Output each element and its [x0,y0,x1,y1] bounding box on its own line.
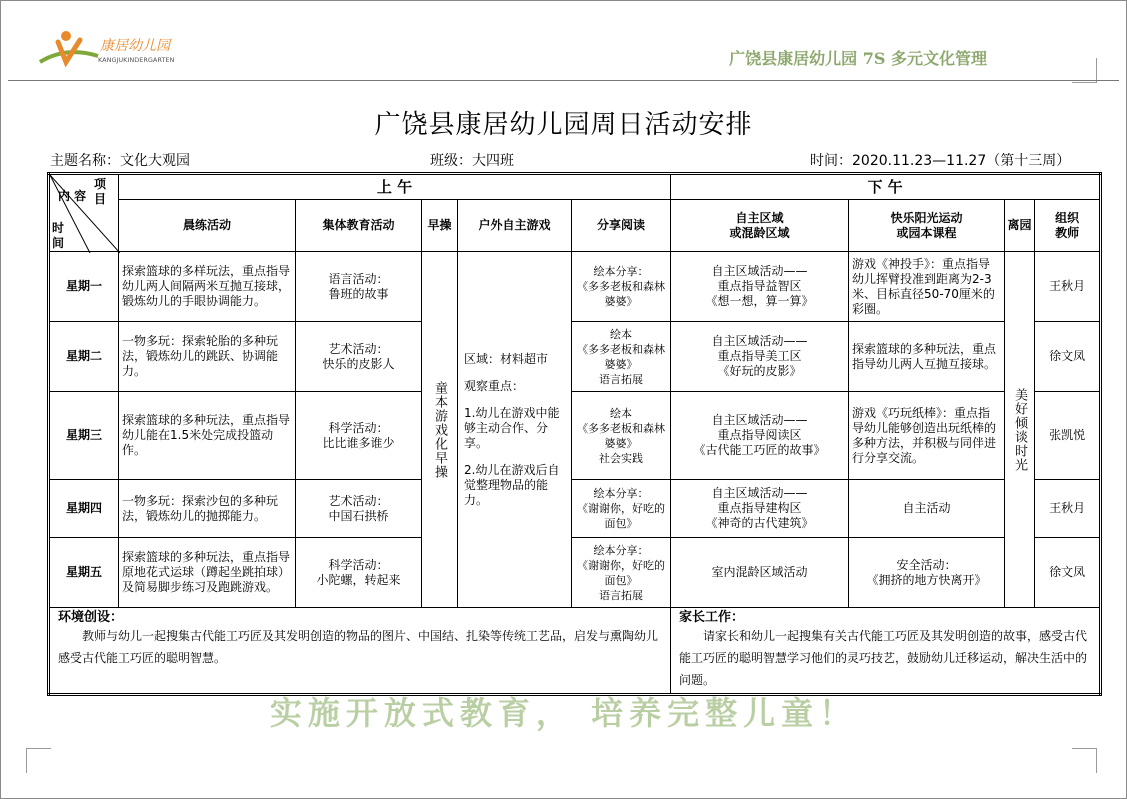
col-area-activity: 自主区域 或混龄区域 [671,200,849,252]
morning-exercise-cell: 一物多玩：探索轮胎的多种玩法，锻炼幼儿的跳跃、协调能力。 [119,322,296,392]
col-shared-reading: 分享阅读 [572,200,671,252]
morning-header: 上 午 [119,174,671,200]
corner-label-item: 项 目 [94,177,107,206]
col-teacher: 组织 教师 [1035,200,1101,252]
reading-cell: 绘本 《多多老板和森林婆婆》 社会实践 [572,392,671,480]
afternoon-header: 下 午 [671,174,1101,200]
area-activity-cell: 自主区域活动—— 重点指导益智区 《想一想，算一算》 [671,252,849,322]
area-activity-cell: 自主区域活动—— 重点指导阅读区 《古代能工巧匠的故事》 [671,392,849,480]
table-row [49,322,1101,392]
reading-cell: 绘本分享： 《谢谢你，好吃的面包》 [572,480,671,538]
corner-label-time: 时 间 [52,221,65,250]
reading-cell: 绘本 《多多老板和森林婆婆》 语言拓展 [572,322,671,392]
schedule-table [47,172,1102,696]
environment-section [49,608,671,695]
day-label: 星期四 [49,480,119,538]
header-rule [8,80,1119,81]
area-activity-cell: 室内混龄区域活动 [671,538,849,608]
date-range: 时间：2020.11.23—11.27（第十三周） [810,153,1071,169]
teacher-cell: 徐文凤 [1035,322,1101,392]
environment-text: 教师与幼儿一起搜集古代能工巧匠及其发明创造的物品的图片、中国结、扎染等传统工艺品，启发与熏陶幼儿感受古代能工巧匠的聪明智慧。 [58,629,659,665]
area-activity-cell: 自主区域活动—— 重点指导美工区 《好玩的皮影》 [671,322,849,392]
teacher-cell: 徐文凤 [1035,538,1101,608]
outdoor-area: 区域：材料超市 [464,351,549,366]
morning-exercise-cell: 探索篮球的多种玩法，重点指导原地花式运球（蹲起坐跳拍球）及简易脚步练习及跑跳游戏。 [119,538,296,608]
education-cell: 科学活动： 小陀螺，转起来 [296,538,422,608]
logo-subtext: KANGJUKINDERGARTEN [98,56,175,64]
teacher-cell: 张凯悦 [1035,392,1101,480]
leave-text: 美好倾谈时光 [1012,387,1028,472]
teacher-cell: 王秋月 [1035,480,1101,538]
theme-name: 主题名称：文化大观园 [50,153,190,169]
table-row [49,252,1101,322]
morning-exercise-cell: 探索篮球的多种玩法，重点指导幼儿能在1.5米处完成投篮动作。 [119,392,296,480]
early-exercise-cell [422,252,458,608]
education-cell: 语言活动： 鲁班的故事 [296,252,422,322]
col-leave: 离园 [1005,200,1035,252]
day-label: 星期一 [49,252,119,322]
col-outdoor-game: 户外自主游戏 [458,200,572,252]
parent-label: 家长工作： [679,610,745,625]
header-management-text: 广饶县康居幼儿园 7S 多元文化管理 [729,49,987,68]
crop-mark-bl [26,748,51,773]
sunshine-sport-cell: 安全活动： 《拥挤的地方快离开》 [849,538,1005,608]
parent-text: 请家长和幼儿一起搜集有关古代能工巧匠及其发明创造的故事，感受古代能工巧匠的聪明智慧学习他们的灵巧技艺，鼓励幼儿迁移运动，解决生活中的问题。 [679,629,1088,687]
outdoor-focus-1: 1.幼儿在游戏中能够主动合作、分享。 [464,405,560,450]
outdoor-focus-2: 2.幼儿在游戏后自觉整理物品的能力。 [464,462,560,507]
sunshine-sport-cell: 游戏《神投手》：重点指导幼儿挥臂投准到距离为2-3米、目标直径50-70厘米的彩圈。 [849,252,1005,322]
col-sunshine-sport: 快乐阳光运动 或园本课程 [849,200,1005,252]
day-label: 星期二 [49,322,119,392]
teacher-cell: 王秋月 [1035,252,1101,322]
table-row [49,538,1101,608]
education-cell: 科学活动： 比比谁多谁少 [296,392,422,480]
corner-label-content: 内 容 [58,189,87,203]
reading-cell: 绘本分享： 《谢谢你，好吃的面包》 语言拓展 [572,538,671,608]
leave-cell [1005,252,1035,608]
morning-exercise-cell: 探索篮球的多样玩法，重点指导幼儿两人间隔两米互抛互接球，锻炼幼儿的手眼协调能力。 [119,252,296,322]
education-cell: 艺术活动： 快乐的皮影人 [296,322,422,392]
environment-label: 环境创设： [58,610,124,625]
slogan: 实施开放式教育， 培养完整儿童！ [269,694,858,732]
col-morning-exercise: 晨练活动 [119,200,296,252]
education-cell: 艺术活动： 中国石拱桥 [296,480,422,538]
kindergarten-logo [36,28,186,72]
crop-mark-br [1072,748,1097,773]
col-group-education: 集体教育活动 [296,200,422,252]
header-corner-cell [49,174,119,252]
day-label: 星期五 [49,538,119,608]
sunshine-sport-cell: 自主活动 [849,480,1005,538]
logo-text: 康居幼儿园 [100,38,170,54]
outdoor-game-cell [458,252,572,608]
day-label: 星期三 [49,392,119,480]
early-exercise-text: 童本游戏化早操 [432,380,447,479]
sunshine-sport-cell: 探索篮球的多种玩法，重点指导幼儿两人互抛互接球。 [849,322,1005,392]
sunshine-sport-cell: 游戏《巧玩纸棒》：重点指导幼儿能够创造出玩纸棒的多种方法，并积极与同伴进行分享交流。 [849,392,1005,480]
class-name: 班级：大四班 [430,153,514,169]
area-activity-cell: 自主区域活动—— 重点指导建构区 《神奇的古代建筑》 [671,480,849,538]
reading-cell: 绘本分享： 《多多老板和森林婆婆》 [572,252,671,322]
table-row [49,480,1101,538]
morning-exercise-cell: 一物多玩：探索沙包的多种玩法，锻炼幼儿的抛掷能力。 [119,480,296,538]
page-title: 广饶县康居幼儿园周日活动安排 [374,110,753,140]
parent-section [671,608,1101,695]
outdoor-focus-label: 观察重点： [464,378,525,393]
col-early-exercise: 早操 [422,200,458,252]
table-row [49,392,1101,480]
